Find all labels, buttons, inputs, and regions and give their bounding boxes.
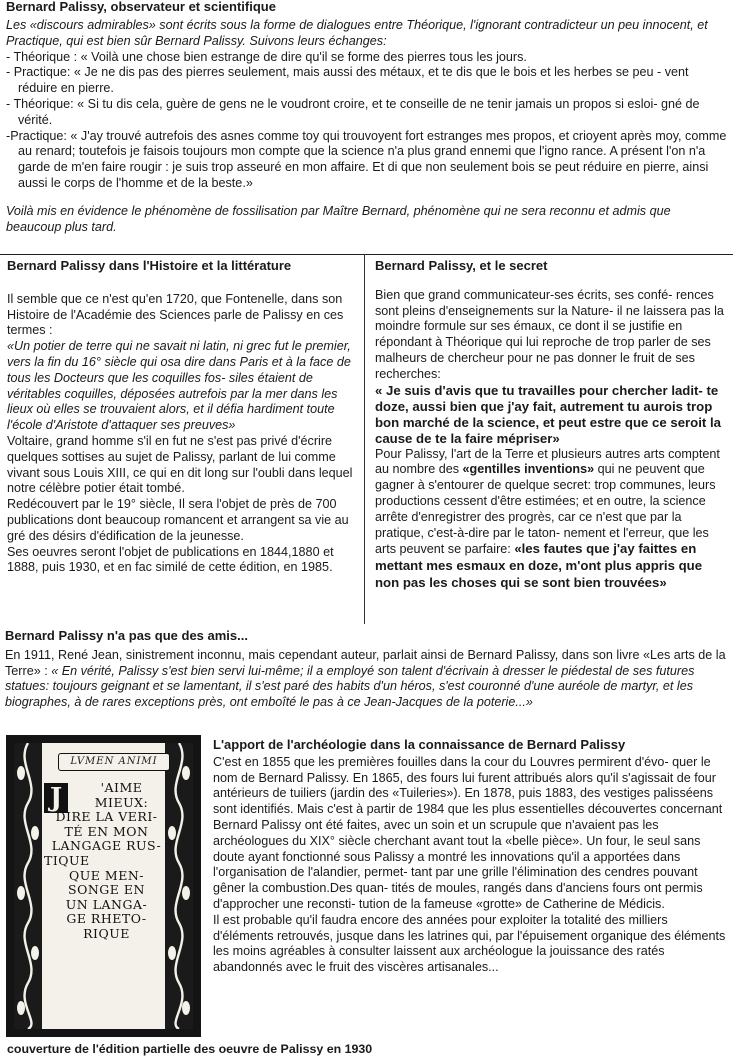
text-span: qui ne peuvent que gagner à s'entourer de quelque secret: trop communes, leurs productions cessent d'être estimées; et en outre, la science arrête d'enregistrer des progrès, car ce n'est que par la pratique, c'est-à-dire par le taton- nement et l'erreur, que les arts peuvent se parfaire: (375, 462, 716, 557)
column-histoire (7, 258, 355, 576)
verse-line: RIQUE (83, 925, 130, 941)
fontenelle-quote: «Un potier de terre qui ne savait ni latin, ni grec fut le premier, vers la fin du 16° siècle qui osa dire dans Paris et à la face de tous les Docteurs que les coquilles fos- siles étaient de véritables coquilles, déposées autrefois par la mer dans les lieux où elles se trouvaient alors, et il défia hardiment toute l'école d'Aristote d'attaquer ses preuves» (7, 339, 351, 433)
verse-line: GE RHETO- (66, 911, 147, 927)
conclusion-text: Voilà mis en évidence le phénomène de fossilisation par Maître Bernard, phénomène qui ne sera reconnu et admis que beaucoup plus tard. (6, 203, 671, 234)
intro-text: Les «discours admirables» sont écrits sous la forme de dialogues entre Théorique, l'ignorant contradicteur un peu innocent, et Practique, qui est bien sûr Bernard Palissy. Suivons leurs échanges: (6, 18, 708, 48)
cover-verse (44, 781, 169, 942)
paragraph: C'est en 1855 que les premières fouilles dans la cour du Louvres permirent d'évo- quer le nom de Bernard Palissy. En 1865, des fours lui furent attribués alors qu'il s'agissait de four antérieurs de tuiliers (jardin des «Tuileries»). En 1878, puis 1883, des vestiges palisséens sont identifiés. Mais c'est à partir de 1984 que les plus essentielles découvertes concernant Bernard Palissy ont été faites, avec un soin et un scrupule que n'avaient pas les archéologues du XIX° siècle cherchant avant tout la «belle pièce». Un four, le seul sans doute ayant fonctionné sous Palissy a montré les innovations qu'il a apportées dans l'organisation de l'alandier, permet- tant par une grille l'élimination des cendres pouvant gêner la combustion.Des quan- tités de moules, rangés dans d'anciens fours ont permis d'approcher une reconsti- tution de la fameuse «grotte» de Catherine de Médicis. (213, 754, 723, 911)
cover-banner: LVMEN ANIMI (58, 753, 170, 771)
paragraph: Il semble que ce n'est qu'en 1720, que Fontenelle, dans son Histoire de l'Académie des Sciences parle de Palissy en ces termes : (7, 291, 344, 338)
section-observateur (6, 0, 728, 235)
dialogue-line: - Practique: « Je ne dis pas des pierres seulement, mais aussi des métaux, et te dis que le bois et les herbes se peu - vent réduire en pierre. (6, 65, 689, 96)
palissy-quote: « Je suis d'avis que tu travailles pour chercher ladit- te doze, aussi bien que j'ay fait, autrement tu aurois trop bon marché de la science, et peut estre que ce seroit la cause de te la faire mépriser» (375, 382, 721, 446)
floral-ornament-icon (165, 743, 193, 1029)
text-span: Pour Palissy, l'art de la Terre et plusieurs autres arts comptent au nombre des (375, 446, 720, 477)
cover-caption: couverture de l'édition partielle des oeuvre de Palissy en 1930 (7, 1042, 373, 1056)
emphasis: «gentilles inventions» (462, 462, 595, 477)
verse-line: TIQUE (44, 852, 90, 868)
rene-jean-quote: « En vérité, Palissy s'est bien servi lui-même; il a employé son talent d'écrivain à dresser le piédestal de ses futures statues: toujours geignant et se lamentant, il s'est paré des habits d'un héros, s'est couronné d'une auréole de martyr, et les biographes, à de rares exceptions près, ont emboîté le pas à ce Jean-Jacques de la poterie...» (5, 663, 695, 710)
section-title: Bernard Palissy n'a pas que des amis... (5, 628, 248, 643)
verse-line: SONGE EN (68, 882, 145, 898)
text-span: En 1911, René Jean, sinistrement inconnu, mais cependant auteur, parlait ainsi de Bernard Palissy, dans son livre «Les arts de la Terre» : (5, 647, 726, 678)
paragraph: Voltaire, grand homme s'il en fut ne s'est pas privé d'écrire quelques sottises au sujet de Palissy, parlant de lui comme vivant sous Louis XIII, ce qui en dit long sur l'oubli dans lequel notre célèbre potier était tombé. (7, 433, 353, 496)
divider-horizontal (0, 254, 733, 255)
dialogue-line: - Théorique : « Voilà une chose bien estrange de dire qu'il se forme des pierres tous les jours. (6, 49, 527, 64)
book-cover-image (6, 735, 201, 1037)
column-secret (375, 258, 727, 592)
paragraph (375, 447, 727, 592)
divider-vertical (364, 254, 365, 624)
floral-ornament-icon (14, 743, 42, 1029)
verse-line: QUE MEN- (69, 867, 144, 883)
section-title: Bernard Palissy, observateur et scientifique (6, 0, 276, 14)
paragraph: Ses oeuvres seront l'objet de publications en 1844,1880 et 1888, puis 1930, et en fac similé de cette édition, en 1985. (7, 544, 334, 575)
paragraph: Il est probable qu'il faudra encore des années pour exploiter la totalité des milliers d'éléments retrouvés, jusque dans les latrines qui, par l'épuisement organique des éléments les moins agréables à consulter laissent aux archéologue la jouissance des ratés abandonnés avec le fruit des viscères artisanales... (213, 912, 726, 975)
verse-line: LANGAGE RUS- (51, 838, 162, 854)
paragraph (5, 648, 729, 711)
paragraph: Bien que grand communicateur-ses écrits, ses confé- rences sont pleins d'enseignements sur la Nature- il ne laissera pas la moindre formule sur ses émaux, ce dont il se justifie en répondant à Théorique qui lui reproche de trop parler de ses malheurs de chercheur pour ne pas donner le fruit de ses recherches: (375, 287, 724, 381)
section-archeologie (213, 737, 728, 976)
verse-line: 'AIME (100, 780, 143, 795)
section-title: L'apport de l'archéologie dans la connaissance de Bernard Palissy (213, 737, 626, 752)
column-title: Bernard Palissy, et le secret (375, 258, 548, 273)
emphasis-quote: «les fautes que j'ay faittes en mettant mes esmaux en doze, m'ont plus appris que non pas les choses qui se sont bien trouvées» (375, 541, 703, 590)
column-title: Bernard Palissy dans l'Histoire et la littérature (7, 258, 292, 273)
verse-line: MIEUX: (94, 794, 149, 810)
paragraph: Redécouvert par le 19° siècle, Il sera l'objet de près de 700 publications dont beaucoup romancent et arrangent sa vie au gré des désirs d'édification de la jeunesse. (7, 497, 349, 543)
cover-page (14, 743, 193, 1029)
verse-line: TÉ EN MON (64, 823, 149, 839)
dialogue-line: - Théorique: « Si tu dis cela, guère de gens ne le voudront croire, et te conseille de ne tenir jamais un propos si esloi- gné de vérité. (6, 96, 700, 127)
verse-line: UN LANGA- (65, 896, 148, 912)
section-amis (5, 628, 729, 711)
verse-line: DIRE LA VERI- (55, 809, 158, 825)
drop-cap: J (44, 783, 68, 813)
dialogue-line: -Practique: « J'ay trouvé autrefois des asnes comme toy qui trouvoyent fort estranges mes propos, et crioyent après moy, comme au renard; toutefois je faisois toujours mon compte que la science n'a plus grand ennemi que l'igno rance. A présent l'on n'a garde de m'en faire rougir : je suis trop asseuré en mon affaire. Et di que non seulement bois se peut réduire en pierre, ainsi aussi le corps de l'homme et de la beste.» (6, 128, 727, 190)
